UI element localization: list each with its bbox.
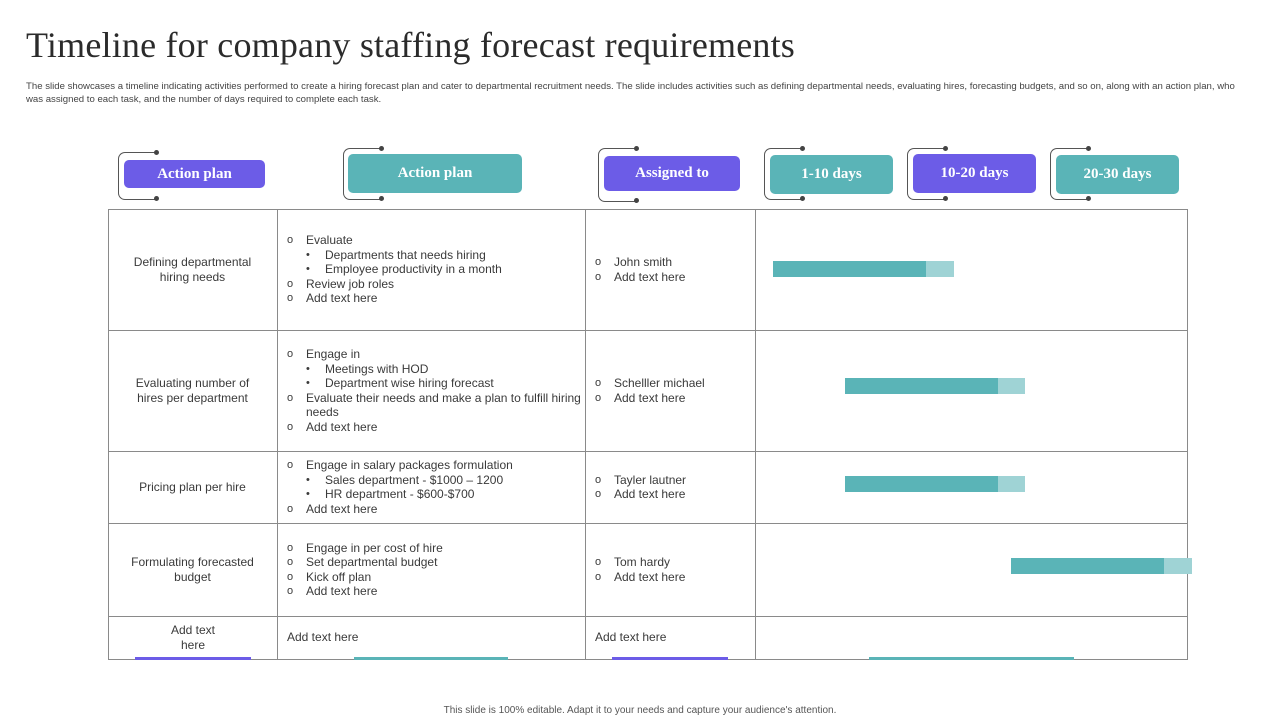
- bullet-icon: •: [306, 473, 310, 486]
- list-item: [595, 270, 685, 285]
- assigned-to-cell: [585, 209, 755, 330]
- action-plan-cell: Add text here: [287, 630, 359, 645]
- circle-bullet-icon: o: [595, 256, 602, 268]
- list-item-text: Add text here: [614, 487, 686, 501]
- timeline-bar-extension: [998, 476, 1026, 492]
- list-item-text: Departments that needs hiring: [325, 247, 486, 262]
- footer-note: This slide is 100% editable. Adapt it to your needs and capture your audience's attention.: [443, 705, 837, 716]
- circle-bullet-icon: o: [595, 556, 602, 568]
- circle-bullet-icon: o: [595, 570, 602, 583]
- bullet-list: [287, 347, 585, 434]
- activity-label: Pricing plan per hire: [139, 479, 246, 494]
- timeline-bar-main: [845, 476, 998, 492]
- list-item-text: Add text here: [614, 269, 686, 284]
- activity-label: Defining departmental hiring needs: [133, 255, 252, 284]
- list-item-text: Kick off plan: [306, 569, 372, 584]
- circle-bullet-icon: o: [287, 391, 294, 404]
- circle-bullet-icon: o: [287, 502, 294, 515]
- timeline-bar-extension: [926, 261, 954, 277]
- column-divider: [755, 209, 756, 660]
- list-item-text: Add text here: [614, 390, 686, 405]
- header-pill: Action plan: [124, 160, 265, 188]
- bracket-dot: [154, 150, 159, 155]
- list-item: [287, 248, 502, 263]
- bracket-dot: [154, 196, 159, 201]
- list-item-text: Add text here: [306, 419, 378, 434]
- list-item-text: Set departmental budget: [306, 555, 438, 569]
- list-item-text: Employee productivity in a month: [325, 262, 502, 277]
- list-item: [287, 458, 513, 473]
- list-item-text: Schelller michael: [614, 376, 705, 390]
- accent-underline: [135, 657, 251, 660]
- list-item-text: Tayler lautner: [614, 472, 687, 487]
- list-item-text: Department wise hiring forecast: [325, 376, 494, 390]
- circle-bullet-icon: o: [595, 488, 602, 500]
- circle-bullet-icon: o: [287, 292, 294, 305]
- bullet-list: [287, 458, 513, 516]
- timeline-bar-extension: [1164, 558, 1192, 574]
- list-item: [287, 391, 585, 420]
- list-item-text: Add text here: [306, 291, 378, 306]
- list-item: [287, 376, 585, 391]
- list-item: [595, 555, 685, 570]
- circle-bullet-icon: o: [595, 391, 602, 404]
- list-item-text: Engage in salary packages formulation: [306, 458, 513, 472]
- assigned-to-cell: Add text here: [595, 630, 667, 645]
- circle-bullet-icon: o: [287, 277, 294, 290]
- list-item: [287, 584, 443, 599]
- accent-underline: [612, 657, 728, 660]
- bracket-dot: [1086, 196, 1091, 201]
- timeline-bar-extension: [998, 378, 1026, 394]
- bullet-list: [595, 255, 685, 284]
- circle-bullet-icon: o: [287, 541, 294, 554]
- timeline-bar-main: [773, 261, 926, 277]
- list-item: [595, 487, 686, 502]
- list-item: [287, 291, 502, 306]
- list-item: [287, 541, 443, 556]
- timeline-table: [108, 209, 1188, 660]
- list-item: [287, 487, 513, 502]
- accent-underline: [354, 657, 508, 660]
- bracket-dot: [1086, 146, 1091, 151]
- list-item: [595, 376, 705, 391]
- list-item: [287, 555, 443, 570]
- accent-underline: [869, 657, 1074, 660]
- list-item: [287, 362, 585, 377]
- circle-bullet-icon: o: [287, 556, 294, 568]
- bullet-icon: •: [306, 488, 310, 500]
- list-item-text: Add text here: [306, 501, 378, 516]
- bullet-list: [595, 376, 705, 405]
- assigned-to-cell: [585, 451, 755, 523]
- header-pill: 1-10 days: [770, 155, 893, 194]
- list-item: [595, 391, 705, 406]
- action-plan-cell: [277, 451, 585, 523]
- bracket-dot: [800, 146, 805, 151]
- bracket-dot: [943, 146, 948, 151]
- header-pill: 20-30 days: [1056, 155, 1179, 194]
- list-item-text: Engage in per cost of hire: [306, 540, 443, 555]
- circle-bullet-icon: o: [287, 585, 294, 597]
- timeline-bar: [773, 261, 954, 277]
- circle-bullet-icon: o: [595, 377, 602, 389]
- list-item-text: Evaluate: [306, 233, 353, 248]
- activity-label: Add text here: [170, 623, 216, 652]
- action-plan-cell: [277, 209, 585, 330]
- circle-bullet-icon: o: [287, 459, 294, 471]
- circle-bullet-icon: o: [287, 420, 294, 433]
- bracket-dot: [379, 196, 384, 201]
- action-plan-cell: [277, 330, 585, 451]
- bullet-list: [595, 473, 686, 502]
- list-item: [287, 502, 513, 517]
- list-item: [287, 277, 502, 292]
- page-description: The slide showcases a timeline indicating activities performed to create a hiring forecast plan and cater to departmental recruitment needs. The slide includes activities such as defining departmental needs, evaluating hires, forecasting budgets, and so on, along with an action plan, who was assigned to each task, and the number of days required to complete each task.: [26, 81, 1235, 105]
- assigned-to-cell: [585, 523, 755, 616]
- bullet-icon: •: [306, 263, 310, 276]
- header-pill: Action plan: [348, 154, 522, 193]
- bullet-icon: •: [306, 362, 310, 375]
- circle-bullet-icon: o: [595, 270, 602, 283]
- list-item: [287, 262, 502, 277]
- timeline-bar: [845, 378, 1026, 394]
- timeline-bar-main: [1011, 558, 1164, 574]
- list-item: [595, 255, 685, 270]
- circle-bullet-icon: o: [595, 473, 602, 486]
- action-plan-cell: [277, 523, 585, 616]
- bracket-dot: [379, 146, 384, 151]
- list-item: [595, 570, 685, 585]
- circle-bullet-icon: o: [287, 348, 294, 360]
- list-item-text: Tom hardy: [614, 555, 671, 569]
- list-item: [287, 570, 443, 585]
- list-item: [287, 347, 585, 362]
- bracket-dot: [634, 198, 639, 203]
- timeline-bar: [845, 476, 1026, 492]
- list-item: [287, 420, 585, 435]
- page-title: Timeline for company staffing forecast requirements: [26, 25, 795, 65]
- bracket-dot: [800, 196, 805, 201]
- list-item-text: John smith: [614, 255, 673, 269]
- bullet-icon: •: [306, 248, 310, 261]
- bracket-dot: [634, 146, 639, 151]
- activity-label: Evaluating number of hires per department: [135, 376, 250, 405]
- circle-bullet-icon: o: [287, 570, 294, 583]
- table-border-right: [1187, 209, 1188, 660]
- list-item-text: Add text here: [306, 584, 378, 598]
- bracket-dot: [943, 196, 948, 201]
- list-item-text: Add text here: [614, 569, 686, 584]
- bullet-icon: •: [306, 377, 310, 389]
- list-item-text: Engage in: [306, 347, 361, 361]
- list-item: [287, 473, 513, 488]
- list-item-text: HR department - $600-$700: [325, 487, 475, 501]
- table-border-left: [108, 209, 109, 660]
- list-item: [595, 473, 686, 488]
- list-item-text: Evaluate their needs and make a plan to fulfill hiring needs: [306, 390, 581, 419]
- list-item-text: Meetings with HOD: [325, 361, 429, 376]
- timeline-bar: [1011, 558, 1192, 574]
- activity-label: Formulating forecasted budget: [131, 555, 254, 584]
- header-pill: 10-20 days: [913, 154, 1036, 193]
- assigned-to-cell: [585, 330, 755, 451]
- list-item-text: Review job roles: [306, 276, 395, 291]
- circle-bullet-icon: o: [287, 234, 294, 247]
- header-pill: Assigned to: [604, 156, 740, 191]
- timeline-bar-main: [845, 378, 998, 394]
- bullet-list: [287, 233, 502, 306]
- bullet-list: [595, 555, 685, 584]
- list-item-text: Sales department - $1000 – 1200: [325, 472, 504, 487]
- list-item: [287, 233, 502, 248]
- bullet-list: [287, 541, 443, 599]
